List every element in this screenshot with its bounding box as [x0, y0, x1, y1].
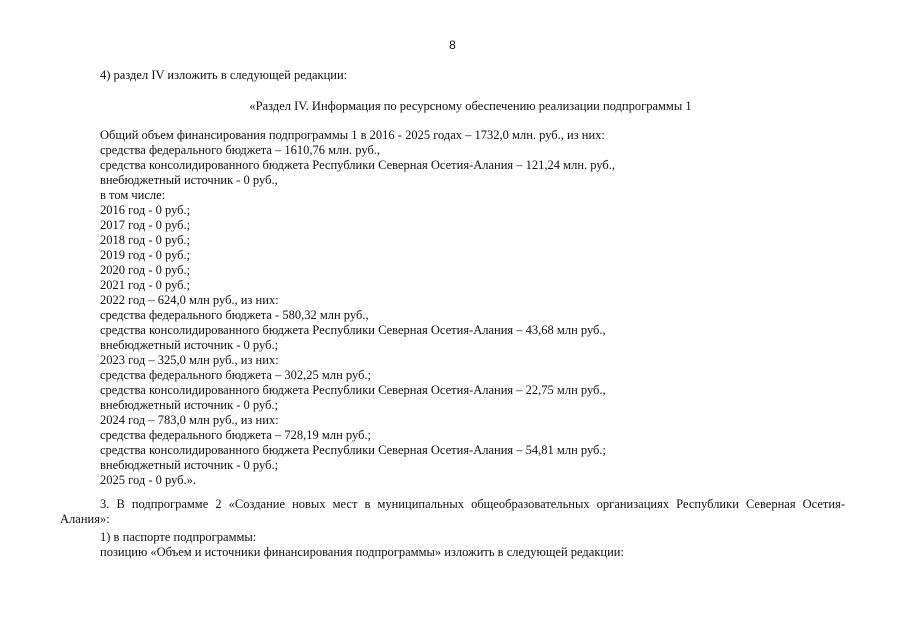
- text-line: 2017 год - 0 руб.;: [100, 218, 191, 232]
- intro-paragraph: 4) раздел IV изложить в следующей редакции:: [100, 68, 348, 82]
- item-3-line-2: Алания»:: [60, 512, 110, 526]
- text-line: 2025 год - 0 руб.».: [100, 473, 197, 487]
- text-line: 2018 год - 0 руб.;: [100, 233, 191, 247]
- text-line: 2020 год - 0 руб.;: [100, 263, 191, 277]
- text-line: средства федерального бюджета - 580,32 млн руб.,: [100, 308, 369, 322]
- item-3-paragraph: [60, 497, 845, 527]
- text-line: средства консолидированного бюджета Республики Северная Осетия-Алания – 22,75 млн руб.,: [100, 383, 606, 397]
- passport-instructions: [100, 530, 624, 560]
- text-line: 1) в паспорте подпрограммы:: [100, 530, 257, 544]
- text-line: 2021 год - 0 руб.;: [100, 278, 191, 292]
- text-line: средства федерального бюджета – 728,19 млн руб.;: [100, 428, 372, 442]
- text-line: внебюджетный источник - 0 руб.;: [100, 458, 279, 472]
- text-line: позицию «Объем и источники финансирования подпрограммы» изложить в следующей редакции:: [100, 545, 624, 559]
- text-line: 2023 год – 325,0 млн руб., из них:: [100, 353, 279, 367]
- text-line: 2016 год - 0 руб.;: [100, 203, 191, 217]
- text-line: средства федерального бюджета – 1610,76 млн. руб.,: [100, 143, 381, 157]
- text-line: внебюджетный источник - 0 руб.;: [100, 338, 279, 352]
- page-number: 8: [449, 38, 456, 52]
- text-line: Общий объем финансирования подпрограммы 1 в 2016 - 2025 годах – 1732,0 млн. руб., из них:: [100, 128, 605, 142]
- text-line: внебюджетный источник - 0 руб.,: [100, 173, 278, 187]
- text-line: средства консолидированного бюджета Республики Северная Осетия-Алания – 121,24 млн. руб.,: [100, 158, 616, 172]
- text-line: 2022 год – 624,0 млн руб., из них:: [100, 293, 279, 307]
- financing-text-block: [100, 128, 615, 488]
- text-line: средства консолидированного бюджета Республики Северная Осетия-Алания – 54,81 млн руб.;: [100, 443, 607, 457]
- text-line: в том числе:: [100, 188, 166, 202]
- text-line: 2024 год – 783,0 млн руб., из них:: [100, 413, 279, 427]
- section-title: «Раздел IV. Информация по ресурсному обеспечению реализации подпрограммы 1: [249, 99, 692, 113]
- item-3-line-1: 3. В подпрограмме 2 «Создание новых мест в муниципальных общеобразовательных организациях Республики Северная Осетия-: [100, 497, 845, 511]
- text-line: внебюджетный источник - 0 руб.;: [100, 398, 279, 412]
- text-line: средства консолидированного бюджета Республики Северная Осетия-Алания – 43,68 млн руб.,: [100, 323, 606, 337]
- text-line: средства федерального бюджета – 302,25 млн руб.;: [100, 368, 372, 382]
- text-line: 2019 год - 0 руб.;: [100, 248, 191, 262]
